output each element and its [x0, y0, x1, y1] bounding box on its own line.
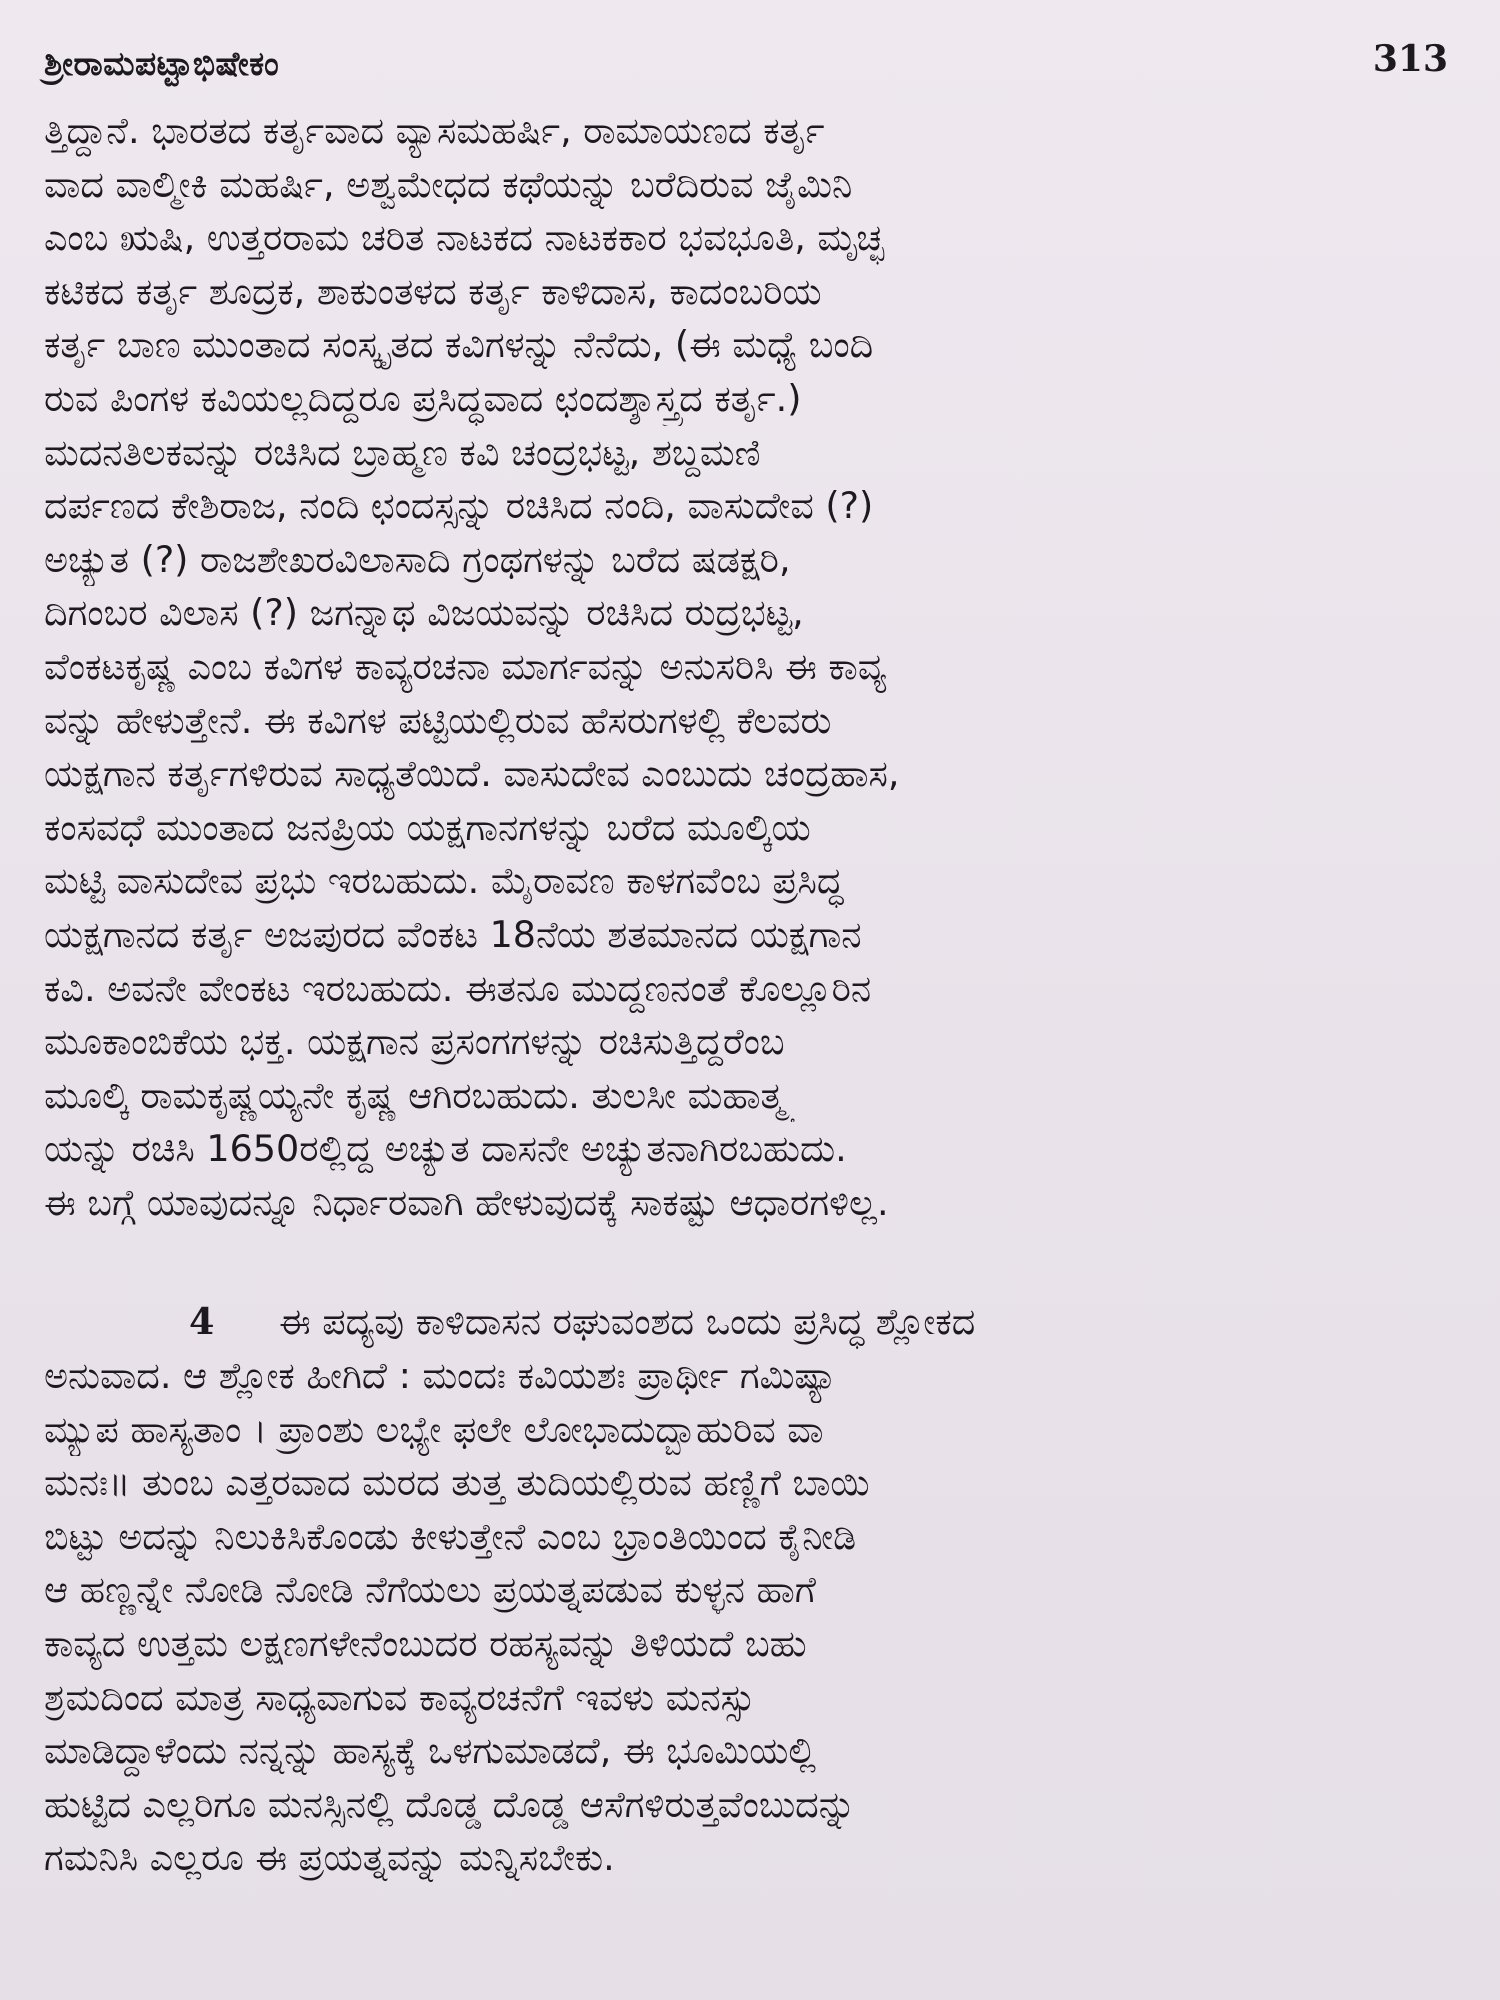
text-line: ದಿಗಂಬರ ವಿಲಾಸ (?) ಜಗನ್ನಾಥ ವಿಜಯವನ್ನು ರಚಿಸಿದ ರುದ್ರಭಟ್ಟ,	[44, 591, 804, 635]
page-number: 313	[1372, 38, 1448, 80]
text-line: ಆ ಹಣ್ಣನ್ನೇ ನೋಡಿ ನೋಡಿ ನೆಗೆಯಲು ಪ್ರಯತ್ನಪಡುವ ಕುಳ್ಳನ ಹಾಗೆ	[44, 1568, 816, 1612]
text-line: ಕವಿ. ಅವನೇ ವೇಂಕಟ ಇರಬಹುದು. ಈತನೂ ಮುದ್ದಣನಂತೆ ಕೊಲ್ಲೂರಿನ	[44, 966, 872, 1010]
text-line: ದರ್ಪಣದ ಕೇಶಿರಾಜ, ನಂದಿ ಛಂದಸ್ಸನ್ನು ರಚಿಸಿದ ನಂದಿ, ವಾಸುದೇವ (?)	[44, 484, 874, 528]
running-title: ಶ್ರೀರಾಮಪಟ್ಟಾಭಿಷೇಕಂ	[44, 44, 280, 83]
note-number: 4	[189, 1300, 215, 1344]
text-line: ಹುಟ್ಟಿದ ಎಲ್ಲರಿಗೂ ಮನಸ್ಸಿನಲ್ಲಿ ದೊಡ್ಡ ದೊಡ್ಡ ಆಸೆಗಳಿರುತ್ತವೆಂಬುದನ್ನು	[44, 1782, 856, 1826]
text-line: ಎಂಬ ಋಷಿ, ಉತ್ತರರಾಮ ಚರಿತ ನಾಟಕದ ನಾಟಕಕಾರ ಭವಭೂತಿ, ಮೃಚ್ಛ	[44, 216, 885, 260]
text-line: ಬಿಟ್ಟು ಅದನ್ನು ನಿಲುಕಿಸಿಕೊಂಡು ಕೀಳುತ್ತೇನೆ ಎಂಬ ಭ್ರಾಂತಿಯಿಂದ ಕೈನೀಡಿ	[44, 1514, 857, 1558]
text-line: ಕರ್ತೃ ಬಾಣ ಮುಂತಾದ ಸಂಸ್ಕೃತದ ಕವಿಗಳನ್ನು ನೆನೆದು, (ಈ ಮಧ್ಯೆ ಬಂದಿ	[44, 323, 874, 367]
page-header	[44, 38, 1452, 104]
text-line: ತ್ತಿದ್ದಾನೆ. ಭಾರತದ ಕರ್ತೃವಾದ ವ್ಯಾಸಮಹರ್ಷಿ, ರಾಮಾಯಣದ ಕರ್ತೃ	[44, 109, 825, 152]
text-line: ವೆಂಕಟಕೃಷ್ಣ ಎಂಬ ಕವಿಗಳ ಕಾವ್ಯರಚನಾ ಮಾರ್ಗವನ್ನು ಅನುಸರಿಸಿ ಈ ಕಾವ್ಯ	[44, 644, 887, 688]
text-line: ಈ ಬಗ್ಗೆ ಯಾವುದನ್ನೂ ನಿರ್ಧಾರವಾಗಿ ಹೇಳುವುದಕ್ಕೆ ಸಾಕಷ್ಟು ಆಧಾರಗಳಿಲ್ಲ.	[44, 1180, 889, 1224]
note-first-line	[44, 1295, 1452, 1349]
text-line: ಮ್ಯುಪ ಹಾಸ್ಯತಾಂ । ಪ್ರಾಂಶು ಲಭ್ಯೇ ಫಲೇ ಲೋಭಾದುದ್ಬಾಹುರಿವ ವಾ	[44, 1407, 824, 1451]
text-line: ವಾದ ವಾಲ್ಮೀಕಿ ಮಹರ್ಷಿ, ಅಶ್ವಮೇಧದ ಕಥೆಯನ್ನು ಬರೆದಿರುವ ಜೈಮಿನಿ	[44, 162, 853, 206]
note-4	[44, 1295, 1452, 1885]
text-line: ಅಚ್ಯುತ (?) ರಾಜಶೇಖರವಿಲಾಸಾದಿ ಗ್ರಂಥಗಳನ್ನು ಬರೆದ ಷಡಕ್ಷರಿ,	[44, 537, 791, 581]
paragraph-1	[44, 104, 1452, 1229]
text-line: ವನ್ನು ಹೇಳುತ್ತೇನೆ. ಈ ಕವಿಗಳ ಪಟ್ಟಿಯಲ್ಲಿರುವ ಹೆಸರುಗಳಲ್ಲಿ ಕೆಲವರು	[44, 698, 832, 742]
text-line: ಯಕ್ಷಗಾನ ಕರ್ತೃಗಳಿರುವ ಸಾಧ್ಯತೆಯಿದೆ. ವಾಸುದೇವ ಎಂಬುದು ಚಂದ್ರಹಾಸ,	[44, 752, 900, 796]
text-line: ಮೂಲ್ಕಿ ರಾಮಕೃಷ್ಣಯ್ಯನೇ ಕೃಷ್ಣ ಆಗಿರಬಹುದು. ತುಲಸೀ ಮಹಾತ್ಮ್ಯ	[44, 1073, 792, 1117]
text-line: ಮಟ್ಟಿ ವಾಸುದೇವ ಪ್ರಭು ಇರಬಹುದು. ಮೈರಾವಣ ಕಾಳಗವೆಂಬ ಪ್ರಸಿದ್ಧ	[44, 859, 844, 903]
text-line: ಕಾವ್ಯದ ಉತ್ತಮ ಲಕ್ಷಣಗಳೇನೆಂಬುದರ ರಹಸ್ಯವನ್ನು ತಿಳಿಯದೆ ಬಹು	[44, 1622, 807, 1666]
text-line: ಯಕ್ಷಗಾನದ ಕರ್ತೃ ಅಜಪುರದ ವೆಂಕಟ 18ನೆಯ ಶತಮಾನದ ಯಕ್ಷಗಾನ	[44, 912, 862, 956]
text-line: ಅನುವಾದ. ಆ ಶ್ಲೋಕ ಹೀಗಿದೆ : ಮಂದಃ ಕವಿಯಶಃ ಪ್ರಾರ್ಥೀ ಗಮಿಷ್ಯಾ	[44, 1354, 838, 1398]
text-line: ರುವ ಪಿಂಗಳ ಕವಿಯಲ್ಲದಿದ್ದರೂ ಪ್ರಸಿದ್ಧವಾದ ಛಂದಶ್ಶಾಸ್ತ್ರದ ಕರ್ತೃ.)	[44, 376, 802, 420]
text-line: ಮದನತಿಲಕವನ್ನು ರಚಿಸಿದ ಬ್ರಾಹ್ಮಣ ಕವಿ ಚಂದ್ರಭಟ್ಟ, ಶಬ್ದಮಣಿ	[44, 430, 761, 474]
text-line: ಮೂಕಾಂಬಿಕೆಯ ಭಕ್ತ. ಯಕ್ಷಗಾನ ಪ್ರಸಂಗಗಳನ್ನು ರಚಿಸುತ್ತಿದ್ದರೆಂಬ	[44, 1020, 785, 1064]
text-line: ಮಾಡಿದ್ದಾಳೆಂದು ನನ್ನನ್ನು ಹಾಸ್ಯಕ್ಕೆ ಒಳಗುಮಾಡದೆ, ಈ ಭೂಮಿಯಲ್ಲಿ	[44, 1729, 816, 1773]
text-line: ಕಟಿಕದ ಕರ್ತೃ ಶೂದ್ರಕ, ಶಾಕುಂತಳದ ಕರ್ತೃ ಕಾಳಿದಾಸ, ಕಾದಂಬರಿಯ	[44, 269, 822, 313]
text-line: ಕಂಸವಧೆ ಮುಂತಾದ ಜನಪ್ರಿಯ ಯಕ್ಷಗಾನಗಳನ್ನು ಬರೆದ ಮೂಲ್ಕಿಯ	[44, 805, 811, 849]
text-line: ಶ್ರಮದಿಂದ ಮಾತ್ರ ಸಾಧ್ಯವಾಗುವ ಕಾವ್ಯರಚನೆಗೆ ಇವಳು ಮನಸ್ಸು	[44, 1675, 756, 1719]
text-line: ಯನ್ನು ರಚಿಸಿ 1650ರಲ್ಲಿದ್ದ ಅಚ್ಯುತ ದಾಸನೇ ಅಚ್ಯುತನಾಗಿರಬಹುದು.	[44, 1127, 847, 1171]
text-line: ಗಮನಿಸಿ ಎಲ್ಲರೂ ಈ ಪ್ರಯತ್ನವನ್ನು ಮನ್ನಿಸಬೇಕು.	[44, 1836, 615, 1880]
text-line: ಮನಃ॥ ತುಂಬ ಎತ್ತರವಾದ ಮರದ ತುತ್ತ ತುದಿಯಲ್ಲಿರುವ ಹಣ್ಣಿಗೆ ಬಾಯಿ	[44, 1461, 870, 1505]
text-line: ಈ ಪದ್ಯವು ಕಾಳಿದಾಸನ ರಘುವಂಶದ ಒಂದು ಪ್ರಸಿದ್ಧ ಶ್ಲೋಕದ	[279, 1300, 976, 1344]
paragraph-gap	[44, 1229, 1452, 1295]
